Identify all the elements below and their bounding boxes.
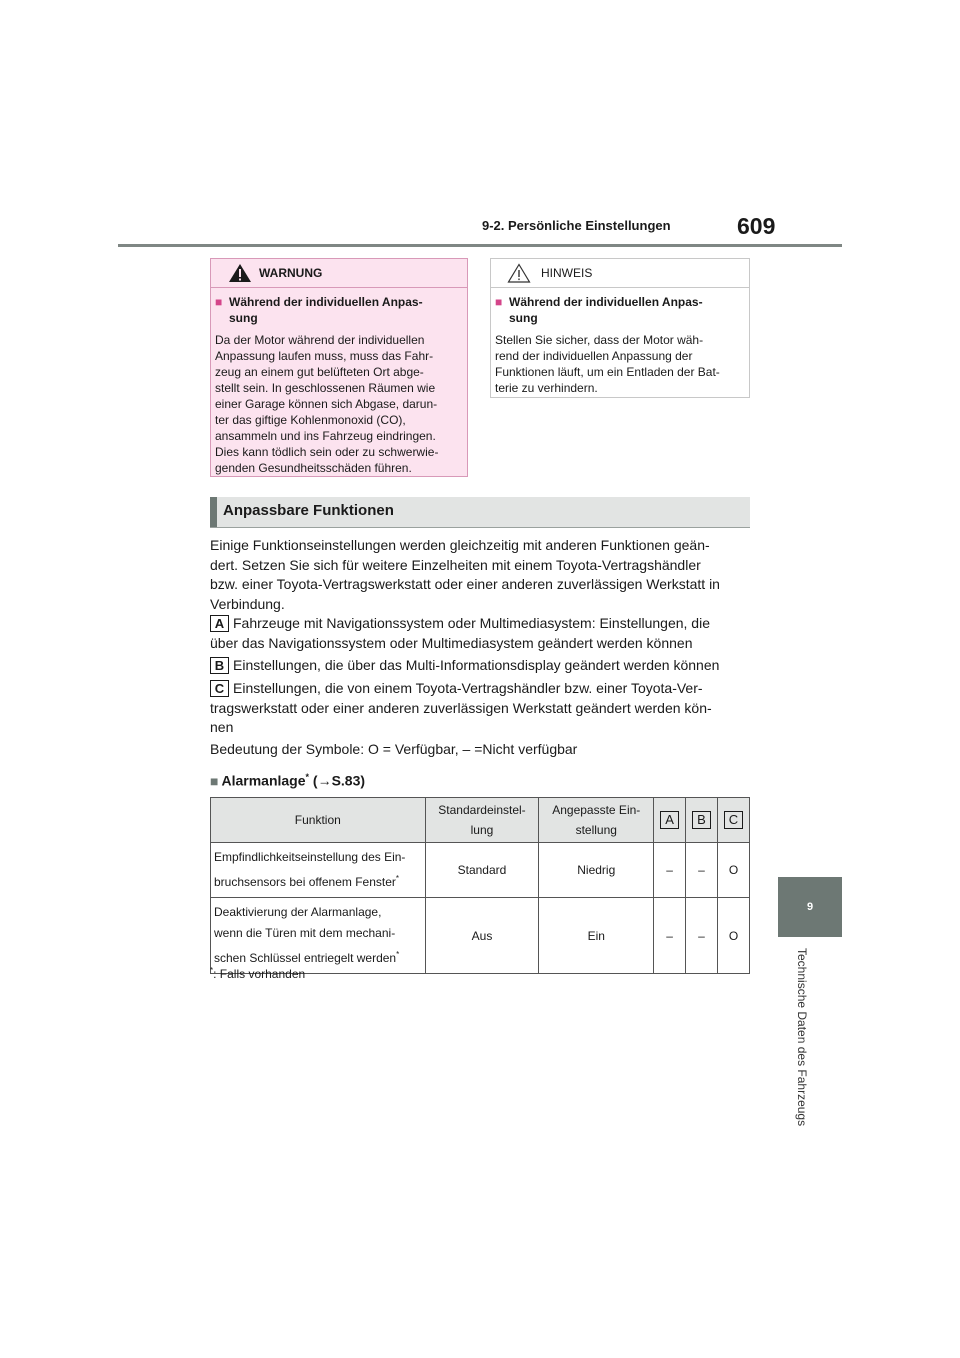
table-row [211, 898, 750, 974]
note-text: Stellen Sie sicher, dass der Motor wäh- rend der individuellen Anpassung der Funktionen läuft, um ein Entladen der Bat- terie zu verhindern. [495, 333, 720, 395]
legend-item-c [210, 679, 750, 738]
header-b-label: B [692, 811, 711, 829]
header-divider [118, 244, 842, 247]
table-header-row [211, 798, 750, 843]
table-row [211, 843, 750, 898]
legend-text: Einstellungen, die über das Multi-Informationsdisplay geändert werden können [233, 657, 720, 673]
section-accent [210, 497, 217, 527]
chapter-tab-label [794, 948, 810, 1127]
row-function-text: Deaktivierung der Alarmanlage, wenn die Türen mit dem mechani- schen Schlüssel entriegelt werden [214, 905, 397, 965]
warning-subtitle [215, 294, 463, 326]
header-a-label: A [660, 811, 679, 829]
footnote [210, 966, 305, 981]
footnote-text: : Falls vorhanden [213, 967, 306, 981]
row-b: – [686, 843, 718, 898]
bullet-square-icon: ■ [215, 295, 223, 309]
notice-triangle-icon [507, 263, 531, 283]
row-a: – [654, 898, 686, 974]
legend-text: Einstellungen, die von einem Toyota-Vertragshändler bzw. einer Toyota-Ver- tragswerkstatt oder einer anderen zuverlässigen Werkstatt geändert werden kön- nen [210, 680, 712, 735]
warning-title: WARNUNG [259, 266, 323, 280]
chapter-number: 9 [806, 901, 814, 913]
row-c: O [718, 898, 750, 974]
bullet-square-icon: ■ [495, 295, 503, 309]
row-custom: Niedrig [539, 843, 654, 898]
chapter-tab [778, 877, 842, 937]
bullet-square-icon: ■ [210, 772, 219, 789]
legend-text: Fahrzeuge mit Navigationssystem oder Multimediasystem: Einstellungen, die über das Navigationssystem oder Multimediasystem geändert werden können [210, 615, 710, 651]
header-b [686, 798, 718, 843]
legend-key: C [210, 680, 229, 697]
row-function [211, 843, 426, 898]
warning-triangle-icon [228, 263, 252, 283]
header-function: Funktion [211, 798, 426, 843]
row-default: Aus [425, 898, 539, 974]
section-header [210, 497, 750, 528]
note-subtitle [495, 294, 745, 326]
note-box [490, 258, 750, 398]
row-custom: Ein [539, 898, 654, 974]
legend-key: B [210, 657, 229, 674]
row-default: Standard [425, 843, 539, 898]
section-heading: Anpassbare Funktionen [223, 502, 394, 519]
note-header [491, 259, 749, 288]
subsection-title: Alarmanlage [221, 772, 306, 789]
warning-header [211, 259, 467, 288]
row-c: O [718, 843, 750, 898]
asterisk-mark: * [395, 874, 399, 883]
row-a: – [654, 843, 686, 898]
note-title: HINWEIS [541, 266, 593, 280]
subsection-heading [210, 772, 365, 789]
symbols-legend: Bedeutung der Symbole: O = Verfügbar, – =Nicht verfügbar [210, 741, 578, 757]
header-c-label: C [724, 811, 743, 829]
warning-subtitle-text: Während der individuellen Anpas- sung [229, 295, 423, 325]
row-function [211, 898, 426, 974]
legend-item-b [210, 656, 750, 676]
header-default: Standardeinstel- lung [425, 798, 539, 843]
legend-key: A [210, 615, 229, 632]
warning-box [210, 258, 468, 477]
section-title: 9-2. Persönliche Einstellungen [482, 218, 671, 233]
header-custom: Angepasste Ein- stellung [539, 798, 654, 843]
footnote-mark: * [210, 966, 214, 975]
row-function-text: Empfindlichkeitseinstellung des Ein- bruchsensors bei offenem Fenster [214, 850, 406, 889]
page-number: 609 [737, 213, 776, 239]
row-b: – [686, 898, 718, 974]
header-a [654, 798, 686, 843]
note-subtitle-text: Während der individuellen Anpas- sung [509, 295, 703, 325]
asterisk-mark: * [305, 772, 310, 782]
asterisk-mark: * [396, 950, 400, 959]
intro-paragraph: Einige Funktionseinstellungen werden gleichzeitig mit anderen Funktionen geän- dert. Setzen Sie sich für weitere Einzelheiten mit einem Toyota-Vertragshändler bzw. einer Toyota-Vertragswerkstatt oder einer anderen zuverlässigen Werkstatt in Verbindung. [210, 537, 720, 612]
chapter-label: Technische Daten des Fahrzeugs [795, 948, 809, 1127]
page-reference[interactable]: (→S.83) [309, 772, 366, 789]
functions-table [210, 797, 750, 974]
header-c [718, 798, 750, 843]
warning-text: Da der Motor während der individuellen Anpassung laufen muss, muss das Fahr- zeug an einem gut belüfteten Ort abge- stellt sein. In geschlossenen Räumen wie einer Garage können sich Abgase, darun- ter das giftige Kohlenmonoxid (CO), ansammeln und ins Fahrzeug eindringen. Dies kann tödlich sein oder zu schwerwie- genden Gesundheitsschäden führen. [215, 333, 439, 475]
legend-item-a [210, 614, 750, 653]
